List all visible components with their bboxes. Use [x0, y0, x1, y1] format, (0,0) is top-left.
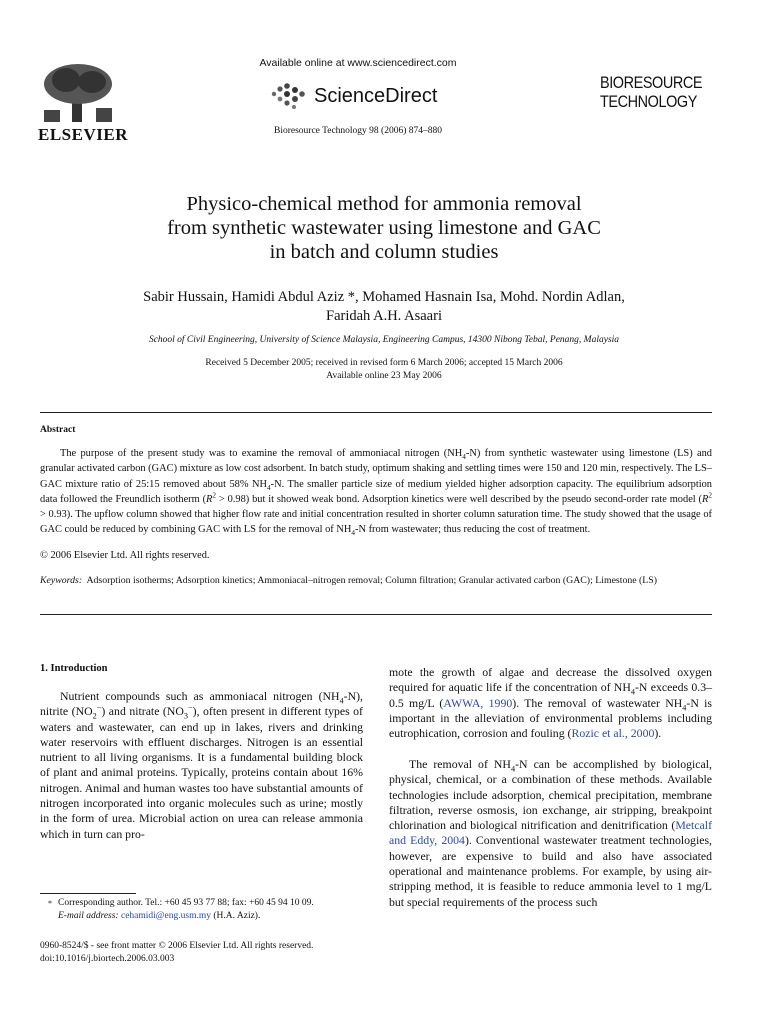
available-online-date: Available online 23 May 2006 — [326, 371, 442, 381]
doi-line[interactable]: doi:10.1016/j.biortech.2006.03.003 — [40, 954, 175, 964]
divider — [40, 614, 712, 615]
journal-logo — [600, 73, 702, 111]
title-line-3: in batch and column studies — [269, 241, 499, 263]
author-list — [40, 288, 728, 326]
sciencedirect-wordmark: ScienceDirect — [314, 84, 438, 107]
abstract-copyright: © 2006 Elsevier Ltd. All rights reserved. — [40, 550, 210, 561]
citation-link[interactable]: AWWA, 1990 — [443, 695, 513, 710]
abstract-body: The purpose of the present study was to examine the removal of ammoniacal nitrogen $(NH_4-N)$ from synthetic wastewater using limestone (LS) and granular activated carbon (GAC) mixture as low cost adsorbent. In batch study, optimum shaking and settling times were 150 and 120 min, respectively. The LS–GAC mixture ratio of 25:15 removed about 58% $NH_4-N$. The smaller particle size of medium yielded higher adsorption capacity. The equilibrium adsorption data followed the Freundlich isotherm $(R^2 > 0.98)$ but it showed weak bond. Adsorption kinetics were well described by the pseudo second-order rate model $(R^2 > 0.93)$. The upflow column showed that higher flow rate and initial concentration resulted in shorter column saturation time. The study showed that the usage of GAC could be reduced by combining GAC with LS for the removal of $NH_4-N$ from wastewater; thus reducing the cost of treatment. — [40, 448, 713, 538]
title-line-2: from synthetic wastewater using limestone and GAC — [167, 217, 601, 239]
journal-logo-line1: BIORESOURCE — [600, 73, 703, 92]
citation-link[interactable]: Metcalf and Eddy, 2004 — [389, 818, 712, 848]
section-heading: 1. Introduction — [40, 663, 108, 674]
body-paragraph: mote the growth of algae and decrease the dissolved oxygen required for aquatic life if the concentration of $NH_4-N$ exceeds 0.3–0.5 mg/L (AWWA, 1990). The removal of wastewater $NH_4-N$ is important in the alleviation of environmental problems including eutrophication, corrosion and fouling (Rozic et al., 2000). — [389, 665, 713, 741]
article-title — [40, 192, 728, 264]
page-footer — [40, 940, 440, 966]
title-line-1: Physico-chemical method for ammonia removal — [186, 193, 582, 215]
publisher-wordmark: ELSEVIER — [38, 125, 128, 144]
keywords-text: Adsorption isotherms; Adsorption kinetics; Ammoniacal–nitrogen removal; Column filtration; Granular activated carbon (GAC); Limestone (LS) — [86, 575, 658, 586]
keywords-label: Keywords: — [40, 575, 83, 586]
citation-link[interactable]: Rozic et al., 2000 — [571, 726, 655, 741]
affiliation: School of Civil Engineering, University of Science Malaysia, Engineering Campus, 14300 Nibong Tebal, Penang, Malaysia — [148, 335, 620, 345]
sciencedirect-logo — [268, 78, 437, 114]
journal-logo-line2: TECHNOLOGY — [600, 92, 697, 111]
body-paragraph: The removal of $NH_4-N$ can be accomplished by biological, physical, chemical, or a combination of these methods. Available technologies include adsorption, chemical precipitation, membrane filtration, reverse osmosis, ion exchange, air stripping, breakpoint chlorination and biological nitrification and denitrification (Metcalf and Eddy, 2004). Conventional wastewater treatment technologies, however, are expensive to build and also have associated operational and maintenance problems. For example, by using air-stripping method, it is feasible to reduce ammonia level to 1 mg/L but special requirements of the process such — [389, 757, 712, 909]
sciencedirect-dots-icon — [268, 80, 310, 112]
issn-line: 0960-8524/$ - see front matter © 2006 Elsevier Ltd. All rights reserved. — [40, 941, 314, 951]
abstract-heading: Abstract — [40, 425, 76, 435]
authors-line-1: Sabir Hussain, Hamidi Abdul Aziz *, Mohamed Hasnain Isa, Mohd. Nordin Adlan, — [143, 289, 625, 305]
email-label: E-mail address: — [58, 911, 119, 921]
footnote — [40, 897, 370, 923]
footnote-divider — [40, 893, 136, 894]
divider — [40, 412, 712, 413]
journal-reference: Bioresource Technology 98 (2006) 874–880 — [273, 126, 443, 136]
footnote-marker: * — [48, 899, 52, 908]
footnote-email-line — [40, 910, 370, 923]
email-suffix: (H.A. Aziz). — [213, 911, 261, 921]
footnote-contact: Corresponding author. Tel.: +60 45 93 77 88; fax: +60 45 94 10 09. — [58, 898, 314, 908]
body-paragraph: Nutrient compounds such as ammoniacal nitrogen $(NH_4-N)$, nitrite $(NO_2^-)$ and nitrate $(NO_3^-)$, often present in different types of waters and wastewater, can end up in lakes, rivers and drinking water reservoirs with effluent discharges. Nitrogen is an essential nutrient to all living organisms. It is a fundamental building block of plant and animal proteins. Typically, proteins contain about 16% nitrogen. Animal and human wastes too have substantial amounts of nitrogen incorporated into organic molecules such as urine; mostly in the form of urea. Microbial action on urea can release ammonia which in turn can pro- — [40, 689, 363, 841]
article-dates — [40, 357, 728, 383]
received-dates: Received 5 December 2005; received in revised form 6 March 2006; accepted 15 March 2006 — [205, 358, 563, 368]
available-online-line[interactable]: Available online at www.sciencedirect.com — [259, 57, 457, 69]
email-link[interactable]: cehamidi@eng.usm.my — [120, 911, 211, 921]
authors-line-2: Faridah A.H. Asaari — [326, 308, 442, 324]
keywords — [40, 574, 712, 587]
